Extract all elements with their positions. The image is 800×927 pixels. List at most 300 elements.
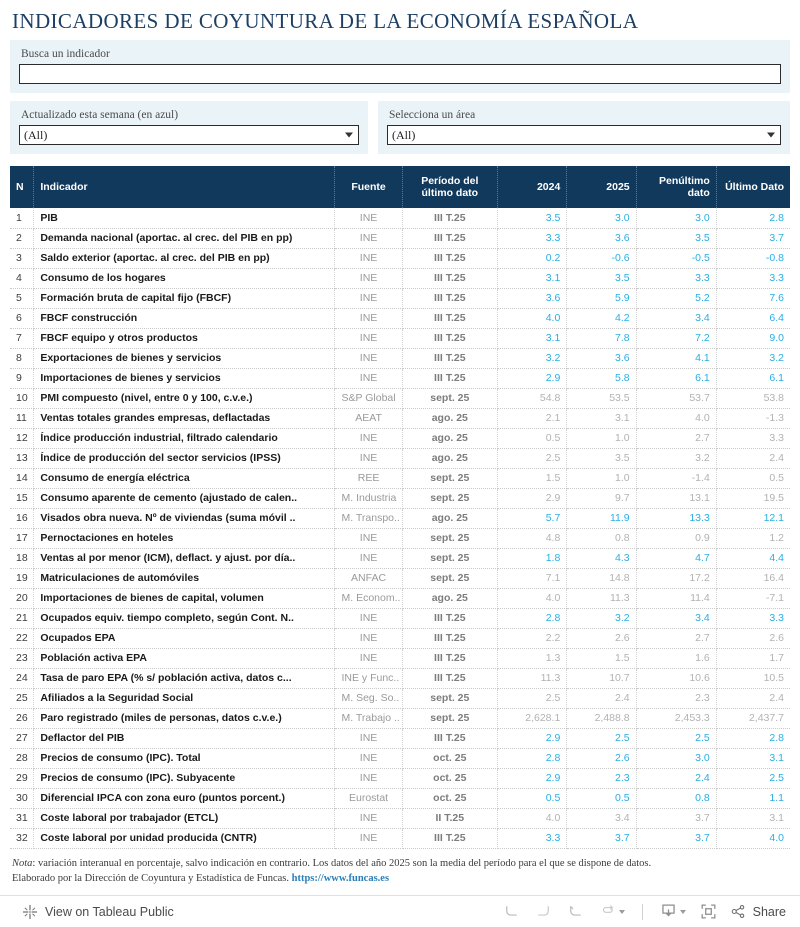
row-value-2024: 5.7 [497,508,566,528]
row-value-ultimo: 7.6 [716,288,790,308]
row-source: INE [335,528,402,548]
row-value-2025: 3.6 [567,228,636,248]
row-value-2025: 2.4 [567,688,636,708]
row-value-2025: 1.0 [567,468,636,488]
table-row[interactable] [10,248,790,268]
row-value-ultimo: 19.5 [716,488,790,508]
row-value-2024: 0.2 [497,248,566,268]
row-value-penultimo: 2,453.3 [636,708,716,728]
row-value-ultimo: 1.7 [716,648,790,668]
column-header-2024[interactable]: 2024 [497,166,566,208]
row-source: INE [335,368,402,388]
row-value-2025: 5.8 [567,368,636,388]
row-indicator: Ocupados EPA [34,628,335,648]
refresh-button[interactable] [593,899,631,925]
table-row[interactable] [10,308,790,328]
row-number: 19 [10,568,34,588]
row-period: III T.25 [402,248,497,268]
row-value-penultimo: 3.2 [636,448,716,468]
row-indicator: Índice producción industrial, filtrado calendario [34,428,335,448]
row-value-2025: 9.7 [567,488,636,508]
row-value-2025: 14.8 [567,568,636,588]
table-row[interactable] [10,548,790,568]
row-indicator: Deflactor del PIB [34,728,335,748]
row-value-ultimo: 2.6 [716,628,790,648]
filter-updated-this-week [10,101,368,154]
row-value-2024: 3.6 [497,288,566,308]
row-value-ultimo: -7.1 [716,588,790,608]
row-number: 15 [10,488,34,508]
table-row[interactable] [10,268,790,288]
row-value-2025: 3.5 [567,448,636,468]
row-value-2024: 54.8 [497,388,566,408]
row-indicator: FBCF construcción [34,308,335,328]
row-value-ultimo: 0.5 [716,468,790,488]
row-period: sept. 25 [402,688,497,708]
filter-area-value: (All) [392,127,416,142]
filter-area [378,101,790,154]
footer-note-text1: : variación interanual en porcentaje, salvo indicación en contrario. Los datos del año 2025 son la media del período para el que se dispone de datos. [32,857,652,869]
row-indicator: Consumo aparente de cemento (ajustado de calen.. [34,488,335,508]
row-number: 13 [10,448,34,468]
table-row[interactable] [10,688,790,708]
row-number: 25 [10,688,34,708]
table-row[interactable] [10,608,790,628]
table-row[interactable] [10,568,790,588]
row-value-2025: 3.2 [567,608,636,628]
row-source: INE [335,548,402,568]
row-number: 21 [10,608,34,628]
row-value-ultimo: 2.4 [716,448,790,468]
row-number: 10 [10,388,34,408]
row-value-penultimo: 3.3 [636,268,716,288]
row-value-penultimo: 3.7 [636,828,716,848]
row-value-penultimo: 2.3 [636,688,716,708]
row-value-2024: 2,628.1 [497,708,566,728]
funcas-link[interactable]: https://www.funcas.es [291,872,390,884]
row-number: 27 [10,728,34,748]
row-number: 32 [10,828,34,848]
row-indicator: Paro registrado (miles de personas, datos c.v.e.) [34,708,335,728]
row-indicator: Población activa EPA [34,648,335,668]
revert-button[interactable] [561,899,591,925]
download-button[interactable] [654,899,692,925]
redo-button[interactable] [529,899,559,925]
chevron-down-icon [619,910,625,914]
row-source: INE [335,808,402,828]
row-value-2024: 2.9 [497,768,566,788]
row-value-2024: 4.0 [497,308,566,328]
row-value-ultimo: 3.3 [716,428,790,448]
row-value-ultimo: 2.4 [716,688,790,708]
column-header-penultimo-dato[interactable]: Penúltimo dato [636,166,716,208]
row-value-ultimo: 3.3 [716,268,790,288]
row-indicator: Ventas al por menor (ICM), deflact. y ajust. por día.. [34,548,335,568]
row-value-2024: 2.5 [497,448,566,468]
tableau-logo-icon [22,904,38,920]
row-value-penultimo: 3.0 [636,748,716,768]
row-period: ago. 25 [402,428,497,448]
row-period: III T.25 [402,308,497,328]
search-label: Busca un indicador [21,48,110,60]
row-value-2025: 3.4 [567,808,636,828]
row-source: INE [335,268,402,288]
row-value-2024: 3.2 [497,348,566,368]
row-value-ultimo: 6.4 [716,308,790,328]
row-period: III T.25 [402,368,497,388]
row-value-2025: 1.5 [567,648,636,668]
row-period: III T.25 [402,648,497,668]
table-row[interactable] [10,808,790,828]
row-indicator: Demanda nacional (aportac. al crec. del PIB en pp) [34,228,335,248]
row-source: INE [335,248,402,268]
row-period: III T.25 [402,348,497,368]
row-value-2025: 4.3 [567,548,636,568]
row-indicator: Afiliados a la Seguridad Social [34,688,335,708]
row-number: 3 [10,248,34,268]
table-row[interactable] [10,748,790,768]
table-row[interactable] [10,728,790,748]
row-value-2025: 7.8 [567,328,636,348]
row-value-2024: 4.0 [497,808,566,828]
indicators-table-wrap [10,166,790,849]
table-row[interactable] [10,348,790,368]
row-value-ultimo: 2.8 [716,208,790,228]
row-value-2024: 0.5 [497,788,566,808]
row-value-ultimo: 53.8 [716,388,790,408]
row-source: INE [335,728,402,748]
row-source: INE [335,628,402,648]
row-value-penultimo: 53.7 [636,388,716,408]
row-period: III T.25 [402,328,497,348]
row-indicator: Diferencial IPCA con zona euro (puntos porcent.) [34,788,335,808]
row-value-penultimo: 5.2 [636,288,716,308]
row-value-2025: 3.5 [567,268,636,288]
chevron-down-icon [680,910,686,914]
row-number: 26 [10,708,34,728]
row-indicator: Ocupados equiv. tiempo completo, según Cont. N.. [34,608,335,628]
table-row[interactable] [10,428,790,448]
row-value-ultimo: 3.2 [716,348,790,368]
table-row[interactable] [10,288,790,308]
column-header-periodo[interactable]: Período del último dato [402,166,497,208]
search-filter-panel [10,40,790,93]
table-row[interactable] [10,508,790,528]
row-value-2024: 4.0 [497,588,566,608]
row-number: 14 [10,468,34,488]
row-value-penultimo: 2.7 [636,628,716,648]
row-indicator: Importaciones de bienes de capital, volumen [34,588,335,608]
row-source: INE [335,748,402,768]
row-period: ago. 25 [402,408,497,428]
row-number: 20 [10,588,34,608]
row-value-2025: 3.7 [567,828,636,848]
row-indicator: Consumo de energía eléctrica [34,468,335,488]
filter-updated-label: Actualizado esta semana (en azul) [21,109,179,121]
row-value-2025: 2,488.8 [567,708,636,728]
row-source: INE [335,428,402,448]
table-row[interactable] [10,468,790,488]
row-value-2025: 1.0 [567,428,636,448]
filters-row [10,101,790,154]
row-value-2024: 3.5 [497,208,566,228]
row-value-2025: 0.8 [567,528,636,548]
column-header-fuente[interactable]: Fuente [335,166,402,208]
row-value-2024: 3.1 [497,268,566,288]
row-source: INE [335,228,402,248]
row-value-2025: 2.5 [567,728,636,748]
row-value-2025: 10.7 [567,668,636,688]
row-value-penultimo: 2.5 [636,728,716,748]
filter-area-select[interactable] [387,125,781,145]
row-number: 28 [10,748,34,768]
row-value-2025: 53.5 [567,388,636,408]
row-number: 22 [10,628,34,648]
row-source: INE [335,288,402,308]
undo-icon [502,902,521,921]
row-value-2024: 0.5 [497,428,566,448]
row-source: REE [335,468,402,488]
row-value-2024: 1.8 [497,548,566,568]
row-value-penultimo: 0.9 [636,528,716,548]
chevron-down-icon [345,133,353,138]
row-period: III T.25 [402,268,497,288]
row-source: INE [335,328,402,348]
row-number: 29 [10,768,34,788]
row-period: oct. 25 [402,788,497,808]
row-source: INE [335,768,402,788]
filter-updated-value: (All) [24,127,48,142]
indicators-table [10,166,790,849]
row-value-2025: 11.9 [567,508,636,528]
row-indicator: PIB [34,208,335,228]
row-value-penultimo: 0.8 [636,788,716,808]
row-value-penultimo: 4.7 [636,548,716,568]
row-indicator: Formación bruta de capital fijo (FBCF) [34,288,335,308]
table-row[interactable] [10,388,790,408]
row-source: S&P Global [335,388,402,408]
row-value-2024: 2.5 [497,688,566,708]
row-value-2024: 3.3 [497,828,566,848]
row-indicator: Visados obra nueva. Nº de viviendas (suma móvil .. [34,508,335,528]
row-source: INE [335,448,402,468]
search-input[interactable] [19,64,781,84]
footer-note-text2: Elaborado por la Dirección de Coyuntura y Estadística de Funcas. [12,872,292,884]
table-row[interactable] [10,828,790,848]
table-row[interactable] [10,328,790,348]
row-value-ultimo: 6.1 [716,368,790,388]
row-value-2025: 0.5 [567,788,636,808]
toolbar-divider [642,904,643,920]
fullscreen-icon [699,902,718,921]
row-value-2025: 2.3 [567,768,636,788]
row-value-penultimo: 13.3 [636,508,716,528]
filter-updated-select[interactable] [19,125,359,145]
row-value-penultimo: 3.7 [636,808,716,828]
column-header-2025[interactable]: 2025 [567,166,636,208]
table-header [10,166,790,208]
row-number: 24 [10,668,34,688]
table-row[interactable] [10,488,790,508]
column-header-n[interactable]: N [10,166,34,208]
row-source: INE [335,208,402,228]
footer-note-line2 [12,871,788,886]
table-row[interactable] [10,788,790,808]
row-value-ultimo: 10.5 [716,668,790,688]
row-value-2025: 2.6 [567,748,636,768]
row-period: sept. 25 [402,388,497,408]
undo-button[interactable] [497,899,527,925]
row-value-ultimo: -0.8 [716,248,790,268]
row-indicator: FBCF equipo y otros productos [34,328,335,348]
row-indicator: Matriculaciones de automóviles [34,568,335,588]
row-value-ultimo: 2.8 [716,728,790,748]
row-indicator: Importaciones de bienes y servicios [34,368,335,388]
redo-icon [534,902,553,921]
row-number: 4 [10,268,34,288]
row-period: III T.25 [402,208,497,228]
row-period: ago. 25 [402,448,497,468]
row-value-ultimo: 3.3 [716,608,790,628]
row-value-2025: 3.0 [567,208,636,228]
row-value-ultimo: 4.4 [716,548,790,568]
row-value-2025: 4.2 [567,308,636,328]
row-source: M. Trabajo .. [335,708,402,728]
row-value-ultimo: 4.0 [716,828,790,848]
row-period: sept. 25 [402,528,497,548]
row-indicator: Tasa de paro EPA (% s/ población activa, datos c... [34,668,335,688]
row-value-2025: 2.6 [567,628,636,648]
row-value-2024: 1.3 [497,648,566,668]
table-row[interactable] [10,708,790,728]
table-row[interactable] [10,208,790,228]
row-indicator: Coste laboral por trabajador (ETCL) [34,808,335,828]
table-row[interactable] [10,228,790,248]
table-row[interactable] [10,368,790,388]
row-number: 7 [10,328,34,348]
row-source: INE [335,648,402,668]
table-header-row [10,166,790,208]
share-button[interactable] [726,903,786,920]
column-header-ultimo-dato[interactable]: Último Dato [716,166,790,208]
chevron-down-icon [767,133,775,138]
view-on-tableau-public-label: View on Tableau Public [45,904,174,919]
row-period: ago. 25 [402,588,497,608]
table-body [10,208,790,848]
row-period: sept. 25 [402,488,497,508]
row-period: III T.25 [402,668,497,688]
row-value-2024: 2.2 [497,628,566,648]
table-row[interactable] [10,448,790,468]
row-period: III T.25 [402,828,497,848]
row-source: M. Industria [335,488,402,508]
footer-note-line1 [12,856,788,871]
row-value-2024: 2.9 [497,728,566,748]
row-period: III T.25 [402,288,497,308]
filter-area-label: Selecciona un área [389,109,476,121]
row-source: INE y Func.. [335,668,402,688]
row-value-2024: 2.9 [497,488,566,508]
row-source: M. Econom.. [335,588,402,608]
row-value-ultimo: 9.0 [716,328,790,348]
row-value-2024: 1.5 [497,468,566,488]
row-indicator: Pernoctaciones en hoteles [34,528,335,548]
fullscreen-button[interactable] [694,899,724,925]
row-value-ultimo: 1.2 [716,528,790,548]
row-source: INE [335,348,402,368]
row-value-penultimo: 6.1 [636,368,716,388]
row-value-2025: 5.9 [567,288,636,308]
page-title: INDICADORES DE COYUNTURA DE LA ECONOMÍA ESPAÑOLA [12,9,639,33]
row-indicator: PMI compuesto (nivel, entre 0 y 100, c.v.e.) [34,388,335,408]
table-row[interactable] [10,768,790,788]
row-value-2024: 2.1 [497,408,566,428]
row-value-penultimo: 10.6 [636,668,716,688]
row-number: 9 [10,368,34,388]
tableau-toolbar [0,895,800,927]
table-row[interactable] [10,628,790,648]
row-value-2024: 11.3 [497,668,566,688]
footer-note [12,856,788,886]
row-period: ago. 25 [402,508,497,528]
row-value-2024: 2.9 [497,368,566,388]
table-row[interactable] [10,668,790,688]
row-number: 8 [10,348,34,368]
row-indicator: Exportaciones de bienes y servicios [34,348,335,368]
row-value-penultimo: 3.0 [636,208,716,228]
row-source: INE [335,308,402,328]
row-indicator: Coste laboral por unidad producida (CNTR) [34,828,335,848]
row-indicator: Ventas totales grandes empresas, deflactadas [34,408,335,428]
table-row[interactable] [10,588,790,608]
row-period: sept. 25 [402,548,497,568]
row-value-ultimo: 2.5 [716,768,790,788]
row-indicator: Consumo de los hogares [34,268,335,288]
row-value-penultimo: 2.4 [636,768,716,788]
row-number: 16 [10,508,34,528]
toolbar-actions [497,899,786,925]
table-row[interactable] [10,648,790,668]
row-period: III T.25 [402,228,497,248]
row-value-2024: 2.8 [497,748,566,768]
row-number: 5 [10,288,34,308]
row-value-2024: 4.8 [497,528,566,548]
row-value-penultimo: 11.4 [636,588,716,608]
row-value-ultimo: 3.1 [716,748,790,768]
row-period: III T.25 [402,728,497,748]
table-row[interactable] [10,528,790,548]
row-number: 23 [10,648,34,668]
row-number: 11 [10,408,34,428]
table-row[interactable] [10,408,790,428]
row-value-penultimo: 13.1 [636,488,716,508]
row-value-2025: -0.6 [567,248,636,268]
row-source: M. Transpo.. [335,508,402,528]
footer-note-label: Nota [12,857,33,869]
row-indicator: Índice de producción del sector servicios (IPSS) [34,448,335,468]
row-source: M. Seg. So.. [335,688,402,708]
row-indicator: Precios de consumo (IPC). Total [34,748,335,768]
row-number: 2 [10,228,34,248]
row-indicator: Saldo exterior (aportac. al crec. del PIB en pp) [34,248,335,268]
row-period: sept. 25 [402,468,497,488]
row-value-penultimo: 17.2 [636,568,716,588]
view-on-tableau-public[interactable] [22,904,174,920]
row-value-penultimo: -1.4 [636,468,716,488]
share-icon [730,903,747,920]
row-number: 31 [10,808,34,828]
column-header-indicador[interactable]: Indicador [34,166,335,208]
